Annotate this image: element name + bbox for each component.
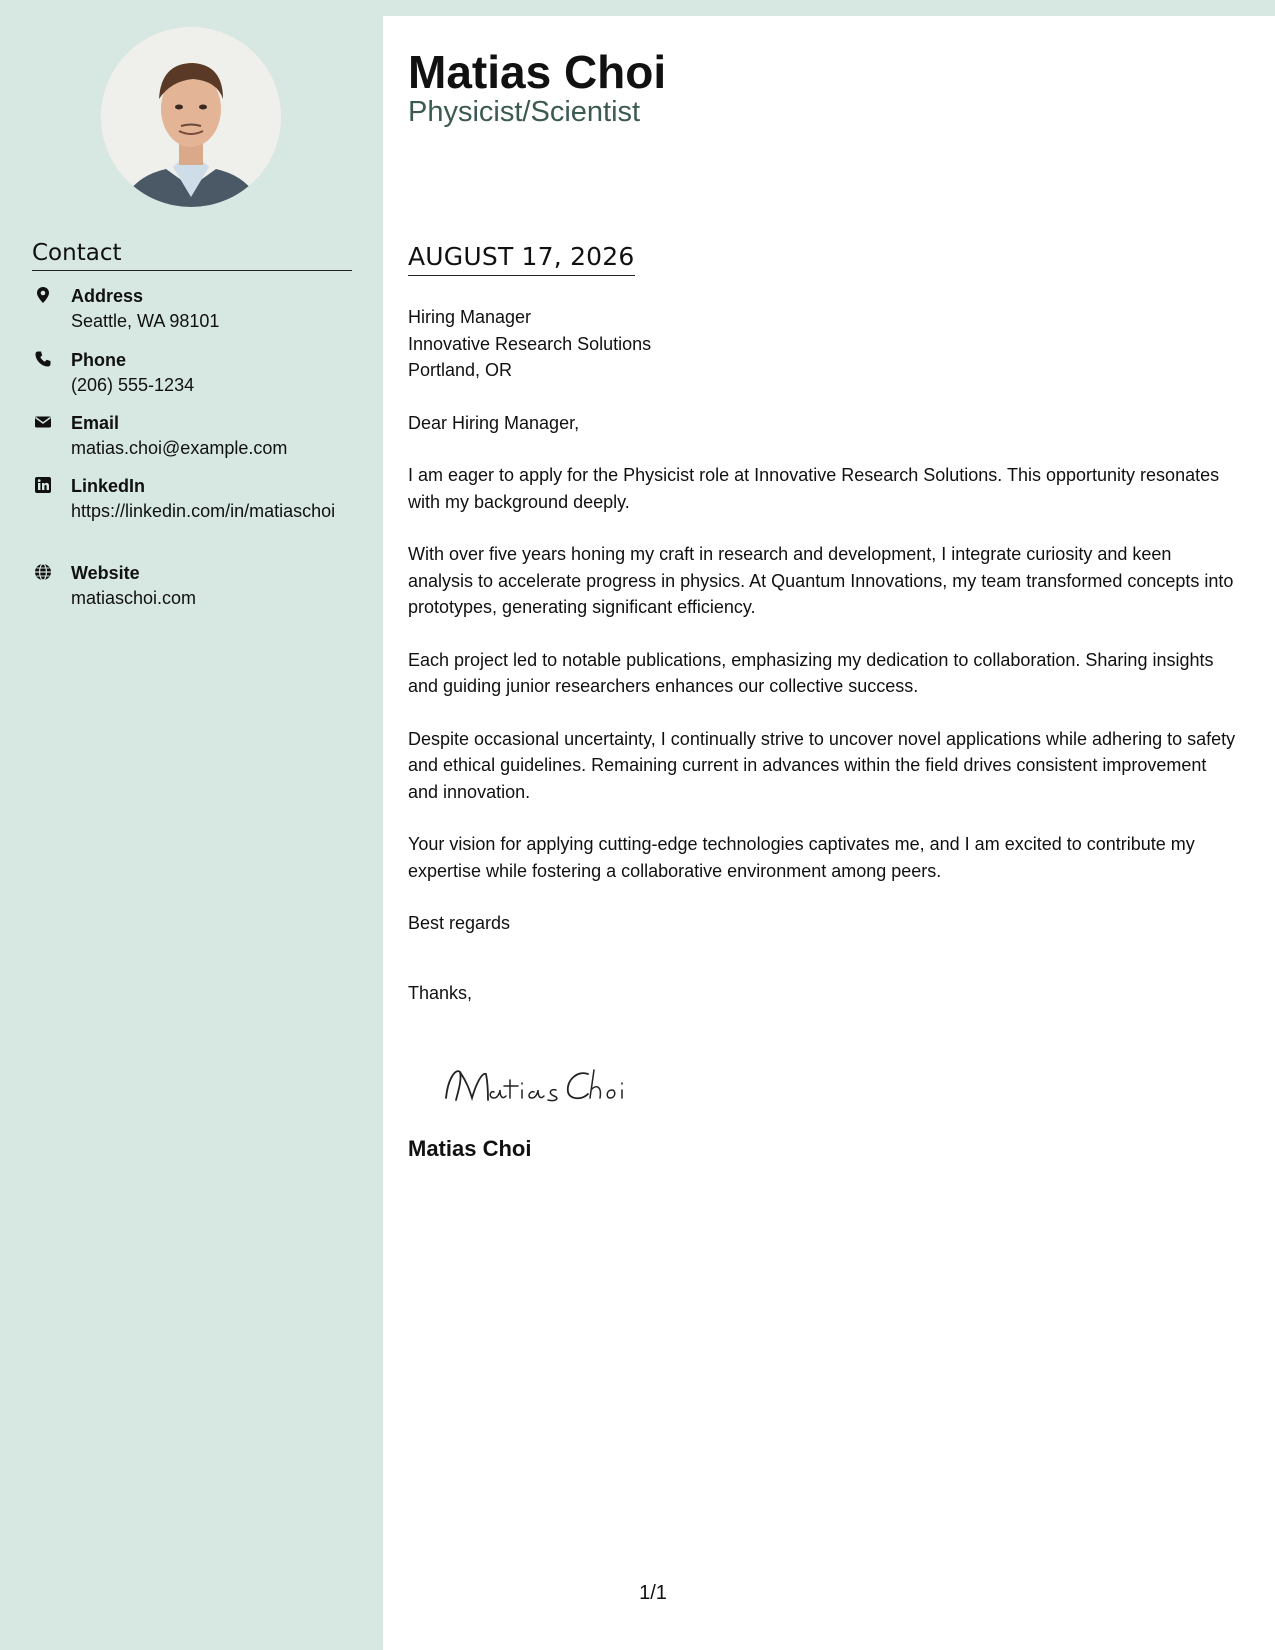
contact-label: Address (71, 286, 144, 306)
contact-label: Email (71, 413, 120, 433)
recipient-line: Hiring Manager (408, 307, 532, 327)
contact-list (32, 284, 352, 621)
profile-photo (101, 27, 281, 207)
contact-label: Website (71, 563, 140, 583)
contact-label: LinkedIn (71, 476, 146, 496)
contact-item-address (32, 284, 352, 348)
letter-date: AUGUST 17, 2026 (408, 242, 635, 276)
contact-heading: Contact (32, 240, 352, 271)
recipient-line: Portland, OR (408, 360, 513, 380)
globe-icon (34, 563, 52, 581)
thanks: Thanks, (408, 982, 473, 1003)
letter-paragraph: Your vision for applying cutting-edge technologies captivates me, and I am excited to contribute my expertise while fostering a collaborative environment among peers. (408, 834, 1195, 881)
page-number: 1/1 (639, 1582, 667, 1604)
phone-icon (34, 350, 52, 368)
letter-content (408, 304, 1238, 1032)
location-pin-icon (34, 286, 52, 304)
applicant-name: Matias Choi (408, 46, 667, 98)
contact-value[interactable]: matiaschoi.com (71, 588, 197, 608)
contact-value: Seattle, WA 98101 (71, 311, 220, 331)
closing: Best regards (408, 913, 511, 933)
signed-name: Matias Choi (408, 1136, 532, 1161)
envelope-icon (34, 413, 52, 431)
contact-item-website (32, 561, 352, 621)
sidebar (0, 0, 383, 1650)
salutation: Dear Hiring Manager, (408, 412, 580, 433)
letter-paragraph: Each project led to notable publications, emphasizing my dedication to collaboration. Sharing insights and guiding junior researchers enhances our collective success. (408, 649, 1214, 696)
signature-image (438, 1058, 658, 1114)
letter-paragraph: Despite occasional uncertainty, I continually strive to uncover novel applications while adhering to safety and ethical guidelines. Remaining current in advances within the field drives consistent improvement and innovation. (408, 728, 1236, 802)
contact-value[interactable]: https://linkedin.com/in/matiaschoi (71, 501, 336, 521)
recipient-line: Innovative Research Solutions (408, 333, 652, 354)
linkedin-icon (34, 476, 52, 494)
letter-paragraph: I am eager to apply for the Physicist role at Innovative Research Solutions. This opportunity resonates with my background deeply. (408, 465, 1220, 512)
contact-value: (206) 555-1234 (71, 375, 195, 395)
applicant-role: Physicist/Scientist (408, 96, 641, 128)
contact-item-phone (32, 348, 352, 411)
letter-body (383, 16, 1275, 1650)
contact-label: Phone (71, 350, 127, 370)
letter-paragraph: With over five years honing my craft in research and development, I integrate curiosity and keen analysis to accelerate progress in physics. At Quantum Innovations, my team transformed concepts into prototypes, generating significant efficiency. (408, 544, 1234, 617)
recipient-block (408, 304, 1238, 384)
contact-value: matias.choi@example.com (71, 438, 288, 458)
contact-item-linkedin (32, 474, 352, 561)
contact-item-email (32, 411, 352, 474)
